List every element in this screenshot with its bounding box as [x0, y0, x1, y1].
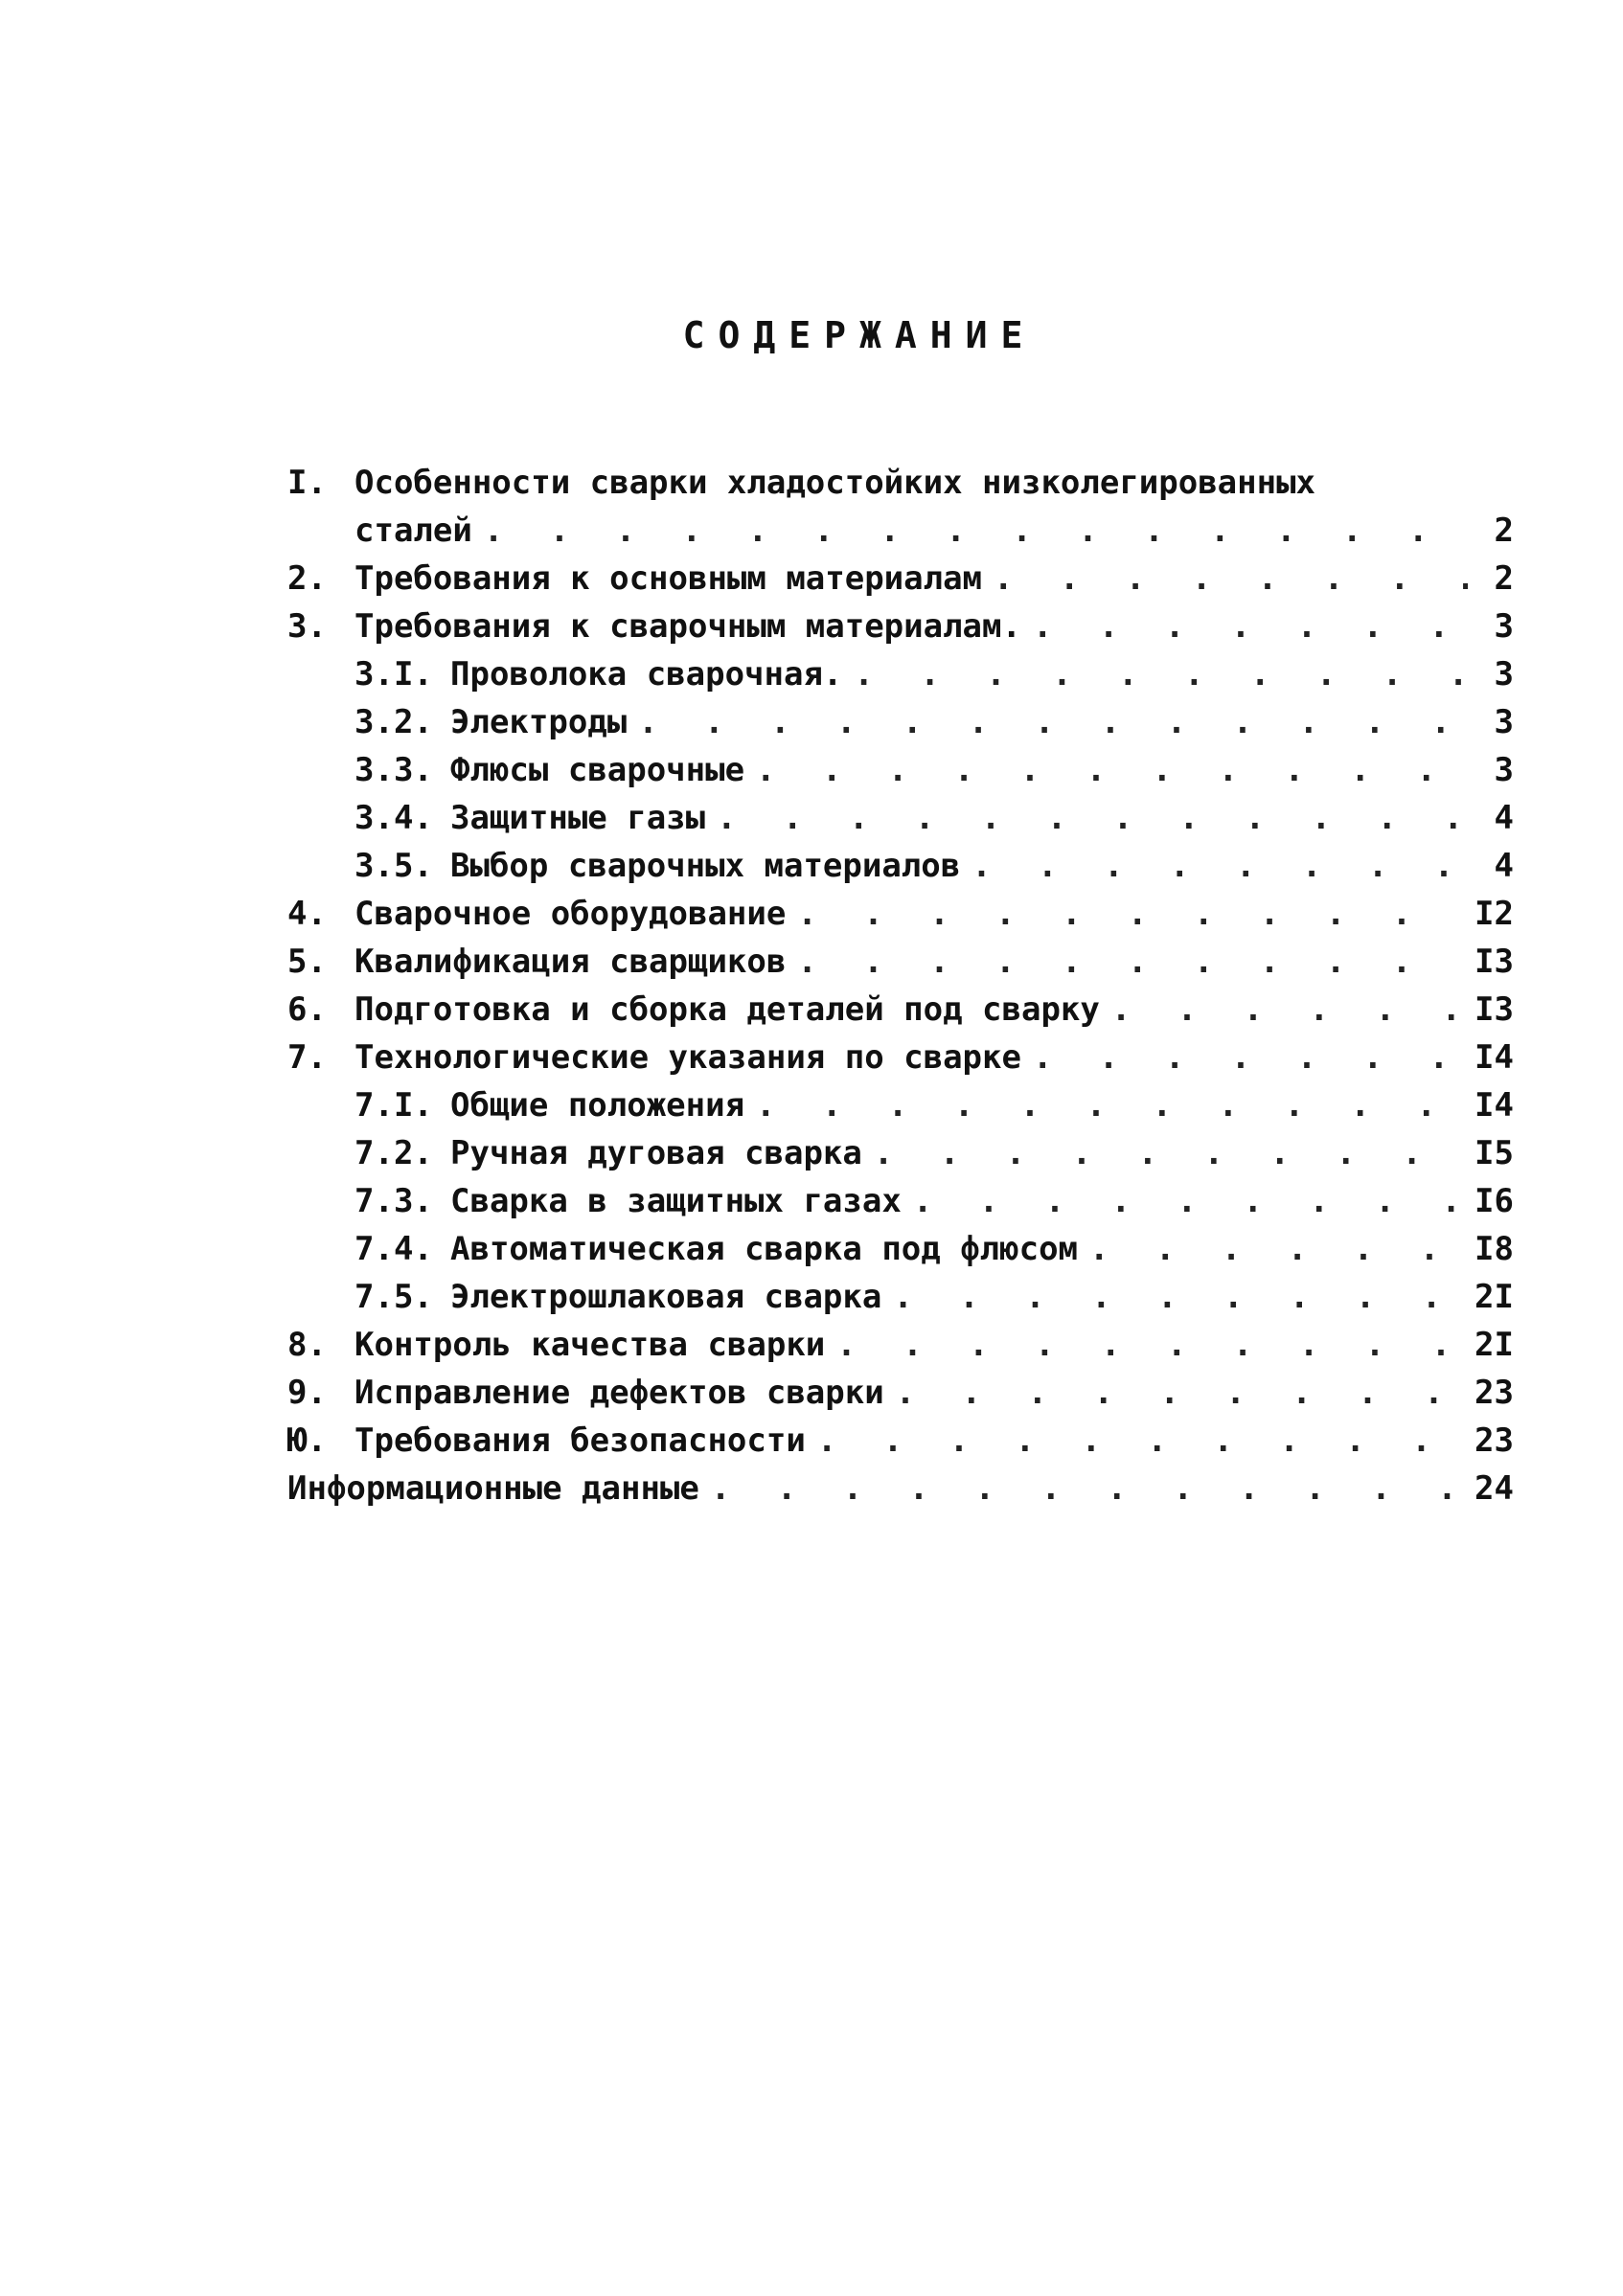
toc-entry-number: 5.: [287, 943, 327, 981]
toc-entry: [287, 1326, 1514, 1374]
toc-entry-page: I3: [1474, 943, 1514, 981]
toc-subentry: [287, 799, 1514, 847]
toc-entry-number: 3.5.: [354, 847, 433, 885]
toc-subentry: [287, 1230, 1514, 1278]
toc-entry-number: 8.: [287, 1326, 327, 1364]
toc-entry: [287, 895, 1514, 943]
toc-leader-dots: [1033, 607, 1468, 646]
toc-entry-number: 2.: [287, 559, 327, 598]
toc-entry-page: 3: [1494, 607, 1514, 646]
toc-entry: [287, 1038, 1514, 1086]
toc-entry: [287, 464, 1514, 511]
toc-entry: [287, 559, 1514, 607]
toc-entry-label: Сварка в защитных газах: [450, 1182, 902, 1220]
toc-leader-dots: [994, 559, 1468, 598]
toc-entry-label: Защитные газы: [450, 799, 706, 837]
toc-entry-page: 24: [1474, 1469, 1514, 1508]
toc-entry: [287, 990, 1514, 1038]
toc-entry-number: I.: [287, 464, 327, 502]
toc-entry-label: Контроль качества сварки: [354, 1326, 826, 1364]
toc-entry-label: Проволока сварочная.: [450, 655, 843, 693]
toc-subentry: [287, 703, 1514, 751]
toc-entry-label: Исправление дефектов сварки: [354, 1374, 884, 1412]
toc-entry-page: I4: [1474, 1038, 1514, 1077]
table-of-contents: [287, 464, 1514, 1517]
toc-entry-number: 7.I.: [354, 1086, 433, 1125]
toc-entry-page: 2I: [1474, 1278, 1514, 1316]
toc-leader-dots: [638, 703, 1468, 741]
toc-entry-page: I4: [1474, 1086, 1514, 1125]
toc-entry-label: Требования к сварочным материалам.: [354, 607, 1021, 646]
toc-entry-label: Сварочное оборудование: [354, 895, 787, 933]
toc-entry-number: 9.: [287, 1374, 327, 1412]
toc-entry: [287, 943, 1514, 990]
toc-leader-dots: [874, 1134, 1463, 1172]
toc-entry-page: 3: [1494, 655, 1514, 693]
toc-subentry: [287, 655, 1514, 703]
toc-entry-number: 4.: [287, 895, 327, 933]
toc-entry-page: 4: [1494, 799, 1514, 837]
toc-entry-number: 7.3.: [354, 1182, 433, 1220]
toc-entry-page: I3: [1474, 990, 1514, 1029]
toc-entry-label: Квалификация сварщиков: [354, 943, 787, 981]
toc-leader-dots: [717, 799, 1468, 837]
toc-entry-label: Ручная дуговая сварка: [450, 1134, 862, 1172]
toc-entry-page: 23: [1474, 1374, 1514, 1412]
toc-entry-label: Технологические указания по сварке: [354, 1038, 1021, 1077]
toc-leader-dots: [797, 895, 1463, 933]
toc-entry-page: 3: [1494, 751, 1514, 789]
toc-leader-dots: [836, 1326, 1463, 1364]
toc-entry-page: I6: [1474, 1182, 1514, 1220]
toc-entry-number: 3.3.: [354, 751, 433, 789]
toc-entry-number: 3.I.: [354, 655, 433, 693]
toc-entry-number: 6.: [287, 990, 327, 1029]
toc-leader-dots: [756, 1086, 1463, 1125]
toc-subentry: [287, 1182, 1514, 1230]
toc-subentry: [287, 1134, 1514, 1182]
toc-entry-number: 7.5.: [354, 1278, 433, 1316]
toc-entry-label: Информационные данные: [287, 1469, 699, 1508]
toc-leader-dots: [1111, 990, 1463, 1029]
toc-entry-label: Особенности сварки хладостойких низколегированных: [354, 464, 1316, 502]
toc-entry-number: 7.4.: [354, 1230, 433, 1268]
toc-leader-dots: [711, 1469, 1463, 1508]
toc-entry-page: 3: [1494, 703, 1514, 741]
toc-entry: [287, 1374, 1514, 1421]
toc-leader-dots: [817, 1421, 1463, 1460]
toc-entry-label: Подготовка и сборка деталей под сварку: [354, 990, 1100, 1029]
toc-leader-dots: [896, 1374, 1463, 1412]
toc-entry-label: Выбор сварочных материалов: [450, 847, 961, 885]
toc-entry-number: 3.: [287, 607, 327, 646]
toc-entry-number: 7.2.: [354, 1134, 433, 1172]
toc-entry-label: Требования к основным материалам: [354, 559, 983, 598]
toc-subentry: [287, 847, 1514, 895]
toc-entry: [287, 1469, 1514, 1517]
toc-entry-page: 2: [1494, 559, 1514, 598]
toc-entry-page: I8: [1474, 1230, 1514, 1268]
toc-entry-label: Автоматическая сварка под флюсом: [450, 1230, 1079, 1268]
toc-entry-page: 4: [1494, 847, 1514, 885]
toc-entry-page: I5: [1474, 1134, 1514, 1172]
toc-leader-dots: [756, 751, 1468, 789]
toc-entry-label-continuation: сталей: [354, 511, 472, 550]
toc-entry-number: 3.2.: [354, 703, 433, 741]
toc-entry-label: Электроды: [450, 703, 628, 741]
toc-entry-label: Флюсы сварочные: [450, 751, 745, 789]
toc-entry-page: 2I: [1474, 1326, 1514, 1364]
toc-entry-label: Электрошлаковая сварка: [450, 1278, 882, 1316]
toc-subentry: [287, 1086, 1514, 1134]
page-title: СОДЕРЖАНИЕ: [682, 314, 1037, 356]
toc-subentry: [287, 751, 1514, 799]
toc-leader-dots: [797, 943, 1463, 981]
toc-entry-label: Общие положения: [450, 1086, 745, 1125]
toc-entry-number: 3.4.: [354, 799, 433, 837]
toc-leader-dots: [972, 847, 1468, 885]
toc-leader-dots: [893, 1278, 1463, 1316]
toc-leader-dots: [913, 1182, 1463, 1220]
toc-leader-dots: [484, 511, 1468, 550]
toc-entry: [287, 1421, 1514, 1469]
toc-entry-continuation: [287, 511, 1514, 559]
toc-subentry: [287, 1278, 1514, 1326]
toc-entry: [287, 607, 1514, 655]
toc-entry-number: 7.: [287, 1038, 327, 1077]
toc-leader-dots: [854, 655, 1468, 693]
toc-entry-page: 2: [1494, 511, 1514, 550]
toc-leader-dots: [1089, 1230, 1463, 1268]
toc-leader-dots: [1033, 1038, 1463, 1077]
toc-entry-page: 23: [1474, 1421, 1514, 1460]
toc-entry-label: Требования безопасности: [354, 1421, 806, 1460]
toc-entry-page: I2: [1474, 895, 1514, 933]
toc-entry-number: Ю.: [287, 1421, 327, 1460]
